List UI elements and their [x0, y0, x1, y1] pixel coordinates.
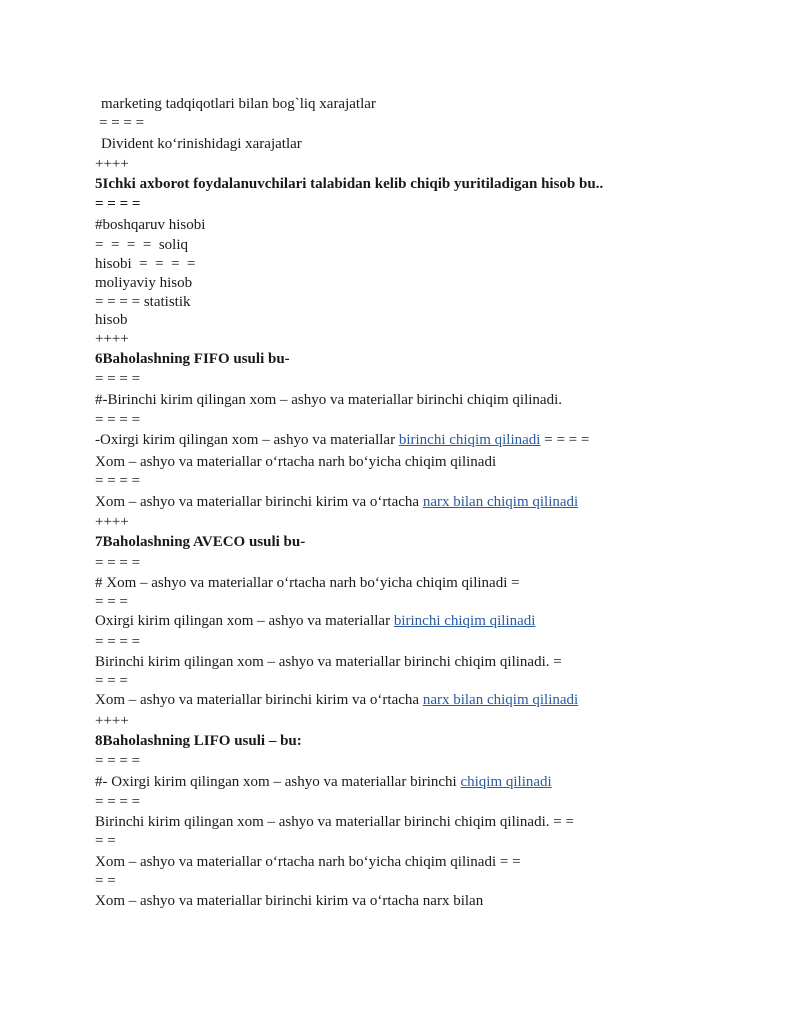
separator-line: = = = [95, 673, 128, 689]
answer-option: Birinchi kirim qilingan xom – ashyo va materiallar birinchi chiqim qilinadi. = = [95, 814, 574, 830]
answer-option [95, 612, 535, 630]
answer-delimiter: ++++ [95, 156, 129, 172]
answer-text: -Oxirgi kirim qilingan xom – ashyo va materiallar [95, 432, 399, 448]
answer-option: moliyaviy hisob [95, 275, 193, 291]
link-text[interactable]: narx bilan chiqim qilinadi [422, 494, 579, 510]
separator-line: = = = = [95, 196, 141, 212]
link-text[interactable]: birinchi chiqim qilinadi [398, 432, 541, 448]
separator-line: = = = = [99, 115, 145, 131]
separator-line: = = = = [95, 473, 141, 489]
separator-line: = = = = [95, 753, 141, 769]
answer-option-correct: # Xom – ashyo va materiallar o‘rtacha narh bo‘yicha chiqim qilinadi = [95, 575, 520, 591]
answer-option [95, 431, 589, 449]
answer-option: Xom – ashyo va materiallar o‘rtacha narh bo‘yicha chiqim qilinadi [95, 454, 497, 470]
separator-line: = = [95, 833, 116, 849]
answer-option: Xom – ashyo va materiallar birinchi kirim va o‘rtacha narx bilan [95, 893, 484, 909]
answer-option: = = = = statistik [95, 294, 191, 310]
separator-line: = = = = [95, 634, 141, 650]
answer-option-correct: #-Birinchi kirim qilingan xom – ashyo va materiallar birinchi chiqim qilinadi. [95, 392, 562, 408]
answer-option: hisobi = = = = [95, 256, 196, 272]
answer-option: Xom – ashyo va materiallar o‘rtacha narh bo‘yicha chiqim qilinadi = = [95, 854, 521, 870]
separator-line: = = = = [95, 794, 141, 810]
answer-option [95, 493, 578, 511]
answer-text: #- Oxirgi kirim qilingan xom – ashyo va materiallar birinchi [95, 774, 461, 790]
text-line: Divident ko‘rinishidagi xarajatlar [101, 136, 302, 152]
separator-line: = = = = [95, 371, 141, 387]
answer-option-correct [95, 773, 552, 791]
answer-option [95, 691, 578, 709]
answer-text: Xom – ashyo va materiallar birinchi kirim va o‘rtacha [95, 692, 423, 708]
separator-line: = = [95, 873, 116, 889]
answer-delimiter: ++++ [95, 331, 129, 347]
question-heading-5: 5Ichki axborot foydalanuvchilari talabidan kelib chiqib yuritiladigan hisob bu.. [95, 176, 604, 192]
link-text[interactable]: narx bilan chiqim qilinadi [422, 692, 579, 708]
separator-line: = = = = [95, 555, 141, 571]
separator-inline: = = = = [540, 432, 590, 448]
answer-option: hisob [95, 312, 128, 328]
separator-line: = = = [95, 594, 128, 610]
answer-text: Oxirgi kirim qilingan xom – ashyo va materiallar [95, 613, 394, 629]
answer-option-correct: #boshqaruv hisobi [95, 217, 206, 233]
separator-line: = = = = [95, 412, 141, 428]
link-text[interactable]: birinchi chiqim qilinadi [393, 613, 536, 629]
answer-delimiter: ++++ [95, 514, 129, 530]
answer-option: = = = = soliq [95, 237, 189, 253]
text-line: marketing tadqiqotlari bilan bog`liq xarajatlar [101, 96, 376, 112]
answer-delimiter: ++++ [95, 713, 129, 729]
question-heading-7: 7Baholashning AVECO usuli bu- [95, 534, 306, 550]
question-heading-6: 6Baholashning FIFO usuli bu- [95, 351, 290, 367]
answer-text: Xom – ashyo va materiallar birinchi kirim va o‘rtacha [95, 494, 423, 510]
answer-option: Birinchi kirim qilingan xom – ashyo va materiallar birinchi chiqim qilinadi. = [95, 654, 562, 670]
link-text[interactable]: chiqim qilinadi [460, 774, 552, 790]
question-heading-8: 8Baholashning LIFO usuli – bu: [95, 733, 302, 749]
